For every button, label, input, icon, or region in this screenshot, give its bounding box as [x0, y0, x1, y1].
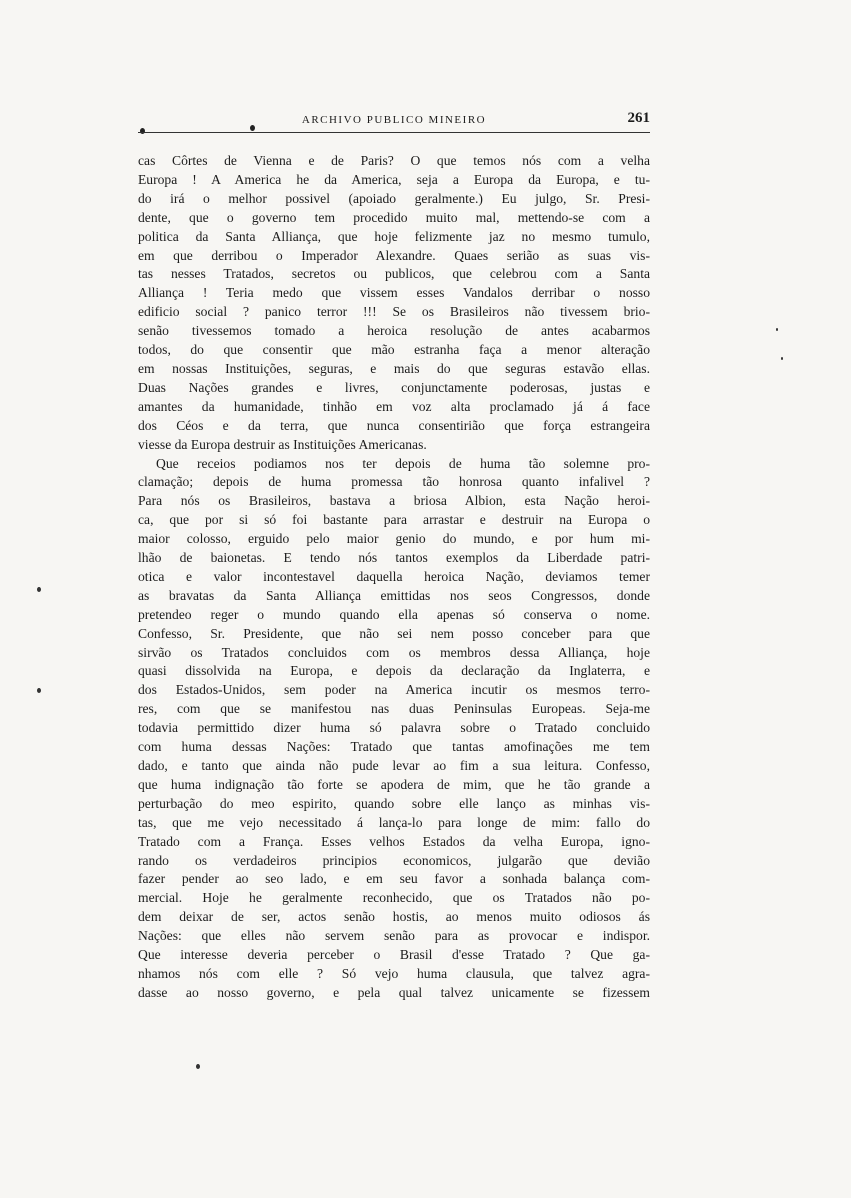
text-line: lhão de baionetas. E tendo nós tantos exemplos da Liberdade patri-	[138, 550, 650, 566]
text-line: do irá o melhor possivel (apoiado geralmente.) Eu julgo, Sr. Presi-	[138, 190, 650, 206]
text-line: tas, que me vejo necessitado á lança-lo para longe de mim: fallo do	[138, 814, 650, 830]
text-line: res, com que se manifestou nas duas Peninsulas Europeas. Seja-me	[138, 701, 650, 717]
text-line: dem deixar de ser, actos senão hostis, ao menos muito odiosos ás	[138, 909, 650, 925]
text-line: Duas Nações grandes e livres, conjunctamente poderosas, justas e	[138, 379, 650, 395]
text-line: amantes da humanidade, tinhão em voz alta proclamado já á face	[138, 398, 650, 414]
margin-mark	[37, 587, 41, 592]
header-rule	[138, 132, 650, 133]
text-line: cas Côrtes de Vienna e de Paris? O que temos nós com a velha	[138, 153, 650, 168]
text-line: Que interesse deveria perceber o Brasil d'esse Tratado ? Que ga-	[138, 947, 650, 963]
text-line: todos, do que consentir que mão estranha faça a menor alteração	[138, 342, 650, 358]
text-line: dos Estados-Unidos, sem poder na America incutir os mesmos terro-	[138, 682, 650, 698]
text-line: nhamos nós com elle ? Só vejo huma clausula, que talvez agra-	[138, 965, 650, 981]
ink-mark	[140, 128, 145, 134]
text-line: todavia permittido dizer huma só palavra sobre o Tratado concluido	[138, 720, 650, 736]
running-title: ARCHIVO PUBLICO MINEIRO	[301, 114, 487, 126]
text-line: dente, que o governo tem procedido muito mal, mettendo-se com a	[138, 209, 650, 225]
paragraph-last-line: viesse da Europa destruir as Instituições Americanas.	[138, 436, 427, 452]
running-header	[138, 108, 650, 138]
text-line: em que derribou o Imperador Alexandre. Quaes serião as suas vis-	[138, 247, 650, 263]
margin-mark	[781, 357, 783, 360]
text-line: senão tivessemos tomado a heroica resolução de antes acabarmos	[138, 323, 650, 339]
text-line: perturbação do meo espirito, quando sobre elle lanço as minhas vis-	[138, 795, 650, 811]
text-line: Europa ! A America he da America, seja a Europa da Europa, e tu-	[138, 171, 650, 187]
text-line: as bravatas da Santa Alliança emittidas nos seos Congressos, donde	[138, 587, 650, 603]
body-text	[138, 152, 650, 1003]
text-line: Confesso, Sr. Presidente, que não sei nem posso conceber para que	[138, 625, 650, 641]
text-line: dos Céos e da terra, que nunca consentirião que força estrangeira	[138, 417, 650, 433]
text-line: clamação; depois de huma promessa tão honrosa quanto infalivel ?	[138, 474, 650, 490]
text-line: em nossas Instituições, seguras, e mais do que seguras estavão ellas.	[138, 360, 650, 376]
text-line: mercial. Hoje he geralmente reconhecido, que os Tratados não po-	[138, 890, 650, 906]
text-line: otica e valor incontestavel daquella heroica Nação, deviamos temer	[138, 568, 650, 584]
text-line: pretendeo reger o mundo quando ella apenas só conserva o nome.	[138, 606, 650, 622]
text-line: Nações: que elles não servem senão para as provocar e indispor.	[138, 928, 650, 944]
text-line: que huma indignação tão forte se apodera de mim, que he tão grande a	[138, 776, 650, 792]
margin-mark	[196, 1064, 200, 1069]
text-line: maior colosso, erguido pelo maior genio do mundo, e por hum mi-	[138, 531, 650, 547]
page-number: 261	[627, 110, 650, 126]
text-line: quasi dissolvida na Europa, e depois da declaração da Inglaterra, e	[138, 663, 650, 679]
text-line: fazer pender ao seo lado, e em seu favor a sonhada balança com-	[138, 871, 650, 887]
text-line: tas nesses Tratados, secretos ou publicos, que celebrou com a Santa	[138, 266, 650, 282]
margin-mark	[37, 688, 41, 693]
text-line: edificio social ? panico terror !!! Se os Brasileiros não tivessem brio-	[138, 304, 650, 320]
text-line: dasse ao nosso governo, e pela qual talvez unicamente se fizessem	[138, 984, 650, 1000]
text-line: ca, que por si só foi bastante para arrastar e destruir na Europa o	[138, 512, 650, 528]
text-line: com huma dessas Nações: Tratado que tantas amofinações me tem	[138, 739, 650, 755]
text-line: rando os verdadeiros principios economicos, julgarão que devião	[138, 852, 650, 868]
text-line: sirvão os Tratados concluidos com os membros dessa Alliança, hoje	[138, 644, 650, 660]
text-line: Para nós os Brasileiros, bastava a briosa Albion, esta Nação heroi-	[138, 493, 650, 509]
text-line: dado, e tanto que ainda não pude levar ao fim a sua leitura. Confesso,	[138, 758, 650, 773]
text-line: Alliança ! Teria medo que vissem esses Vandalos derribar o nosso	[138, 285, 650, 301]
margin-mark	[776, 328, 778, 331]
text-line: Tratado com a França. Esses velhos Estados da velha Europa, igno-	[138, 833, 650, 849]
text-line: politica da Santa Alliança, que hoje felizmente jaz no mesmo tumulo,	[138, 228, 650, 244]
paragraph-first-line: Que receios podiamos nos ter depois de huma tão solemne pro-	[156, 455, 650, 471]
